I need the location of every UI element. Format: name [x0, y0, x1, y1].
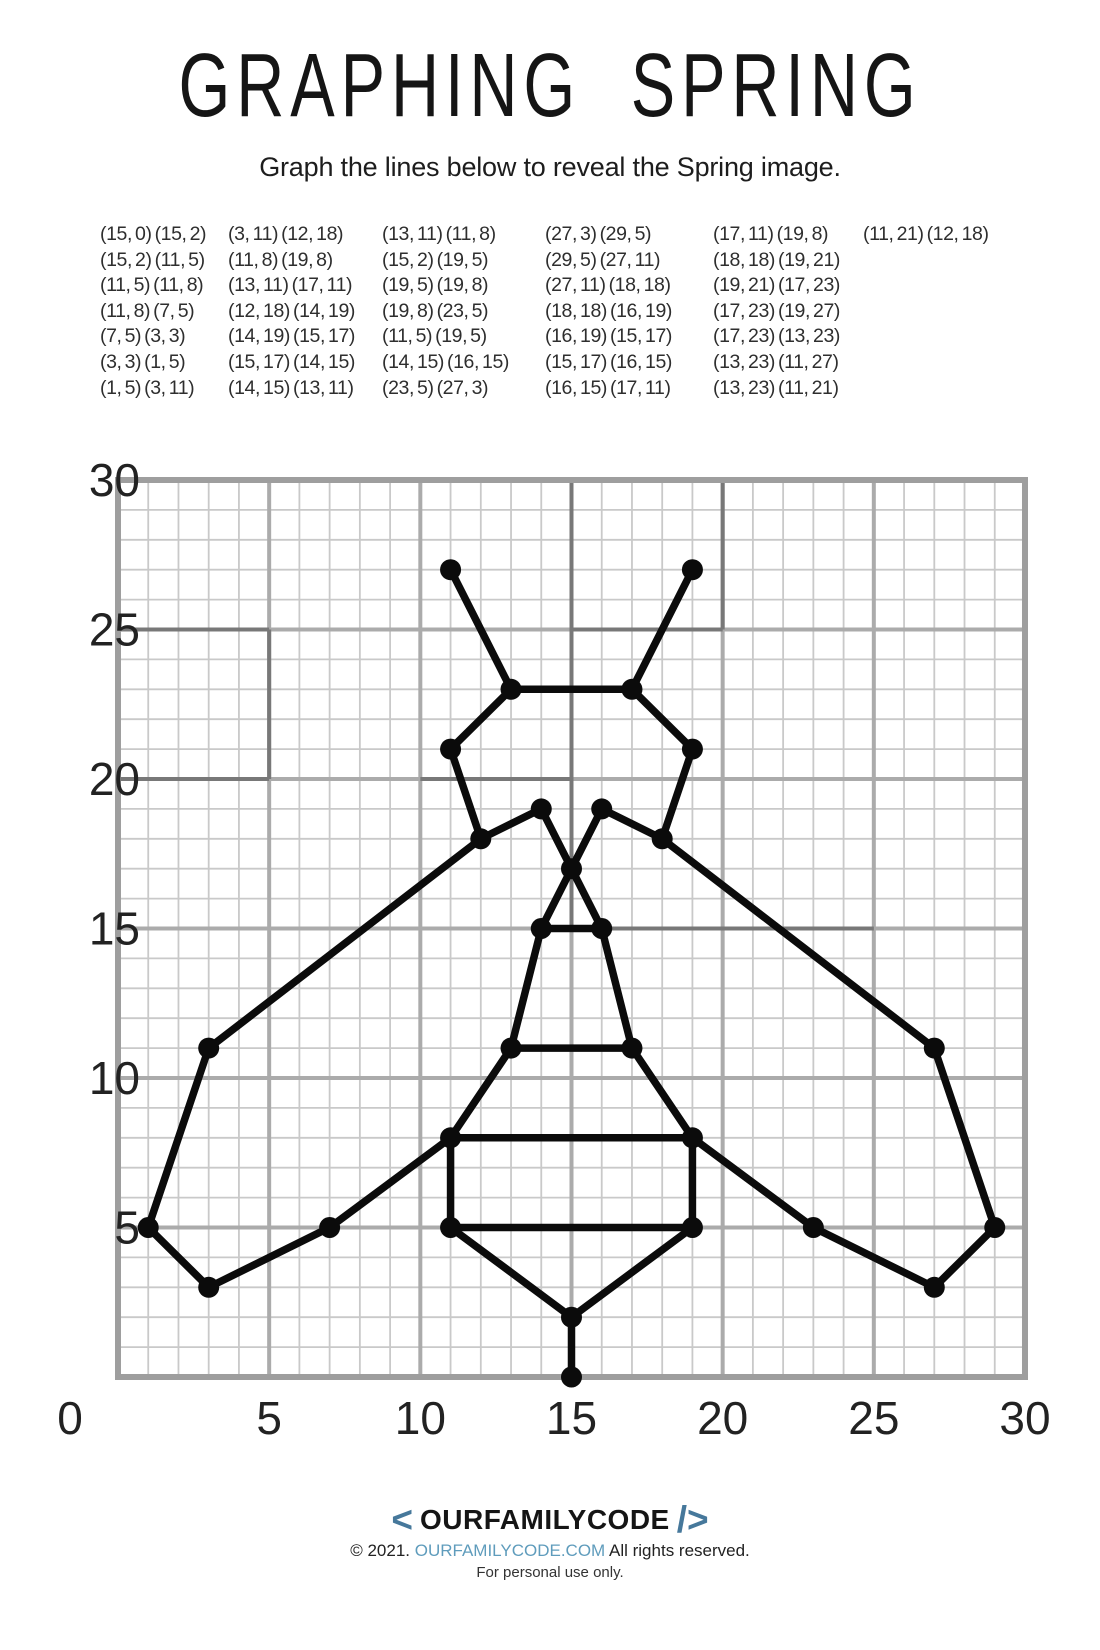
- figure-dot: [561, 1367, 582, 1388]
- logo-wordmark: OURFAMILYCODE: [420, 1504, 670, 1535]
- figure-dot: [319, 1217, 340, 1238]
- personal-use-note: For personal use only.: [476, 1564, 624, 1581]
- coordinate-pair: (15, 17) (16, 15): [545, 350, 673, 373]
- coordinate-pair: (15, 2) (11, 5): [100, 248, 205, 271]
- figure-dot: [682, 1127, 703, 1148]
- coordinate-pair: (14, 15) (16, 15): [382, 350, 510, 373]
- coordinate-pair: (29, 5) (27, 11): [545, 248, 661, 271]
- coordinate-pair: (17, 23) (13, 23): [713, 325, 841, 348]
- coordinates-list: [0, 222, 1100, 412]
- figure-dot: [682, 1217, 703, 1238]
- coordinate-pair: (15, 17) (14, 15): [228, 350, 356, 373]
- website-link[interactable]: OURFAMILYCODE.COM: [414, 1541, 606, 1560]
- figure-segment: [451, 749, 481, 839]
- axis-tick-label: 5: [114, 1201, 140, 1254]
- page-title: GRAPHING SPRING: [178, 36, 922, 136]
- coordinate-pair: (17, 23) (19, 27): [713, 299, 841, 322]
- figure-dot: [440, 1127, 461, 1148]
- page-header: [0, 38, 1100, 134]
- figure-dot: [682, 739, 703, 760]
- coordinate-pair: (18, 18) (16, 19): [545, 299, 673, 322]
- coordinate-column: [545, 222, 672, 401]
- coordinate-pair: (1, 5) (3, 11): [100, 376, 195, 399]
- coordinate-column: [713, 222, 840, 401]
- axis-tick-label: 20: [697, 1392, 749, 1444]
- coordinate-pair: (16, 19) (15, 17): [545, 325, 673, 348]
- coordinate-pair: (13, 11) (17, 11): [228, 274, 353, 297]
- coordinate-pair: (14, 15) (13, 11): [228, 376, 354, 399]
- ourfamilycode-logo: [391, 1500, 708, 1540]
- figure-dot: [138, 1217, 159, 1238]
- figure-dot: [591, 918, 612, 939]
- figure-dot: [440, 739, 461, 760]
- axis-tick-label: 30: [88, 454, 140, 506]
- graph-svg: [40, 430, 1060, 1450]
- coordinate-pair: (7, 5) (3, 3): [100, 325, 186, 348]
- figure-dot: [561, 1307, 582, 1328]
- copyright-suffix: All rights reserved.: [605, 1541, 750, 1560]
- figure-dot: [682, 559, 703, 580]
- coordinate-pair: (11, 5) (11, 8): [100, 274, 204, 297]
- footer: [0, 1500, 1100, 1581]
- coordinate-column: [863, 222, 989, 248]
- coordinate-pair: (11, 21) (12, 18): [863, 223, 989, 245]
- figure-dot: [621, 1038, 642, 1059]
- coordinate-pair: (17, 11) (19, 8): [713, 223, 829, 245]
- coordinate-pair: (19, 8) (23, 5): [382, 299, 489, 322]
- axis-tick-label: 15: [545, 1392, 598, 1444]
- axis-tick-label: 0: [57, 1392, 83, 1444]
- coordinate-pair: (18, 18) (19, 21): [713, 248, 841, 271]
- axis-tick-label: 25: [848, 1392, 900, 1444]
- coordinate-column: [100, 222, 206, 401]
- figure-dot: [621, 679, 642, 700]
- coordinate-pair: (15, 2) (19, 5): [382, 248, 489, 271]
- coordinate-pair: (11, 5) (19, 5): [382, 325, 487, 348]
- figure-dot: [470, 828, 491, 849]
- coordinate-pair: (15, 0) (15, 2): [100, 223, 207, 245]
- coordinate-column: [228, 222, 355, 401]
- coordinate-pair: (13, 23) (11, 27): [713, 350, 839, 373]
- figure-dot: [561, 858, 582, 879]
- coordinate-pair: (27, 11) (18, 18): [545, 274, 671, 297]
- copyright-prefix: © 2021.: [350, 1541, 415, 1560]
- coordinate-pair: (3, 3) (1, 5): [100, 350, 186, 373]
- figure-dot: [440, 1217, 461, 1238]
- figure-dot: [198, 1277, 219, 1298]
- figure-segment: [662, 749, 692, 839]
- logo-close-bracket-icon: />: [676, 1499, 709, 1540]
- figure-dot: [440, 559, 461, 580]
- coordinate-pair: (14, 19) (15, 17): [228, 325, 356, 348]
- instructions-text: Graph the lines below to reveal the Spring image.: [259, 152, 841, 182]
- coordinate-column: [382, 222, 509, 401]
- axis-tick-label: 25: [88, 603, 140, 656]
- axis-tick-label: 30: [999, 1392, 1051, 1444]
- coordinate-pair: (16, 15) (17, 11): [545, 376, 671, 399]
- figure-dot: [531, 918, 552, 939]
- coordinate-pair: (11, 8) (7, 5): [100, 299, 195, 322]
- figure-dot: [652, 828, 673, 849]
- figure-dot: [531, 798, 552, 819]
- axis-tick-label: 15: [88, 902, 140, 955]
- figure-dot: [501, 679, 522, 700]
- axis-tick-label: 10: [394, 1392, 446, 1444]
- logo-open-bracket-icon: <: [391, 1499, 413, 1540]
- coordinate-pair: (12, 18) (14, 19): [228, 299, 356, 322]
- coordinate-pair: (13, 11) (11, 8): [382, 223, 496, 245]
- figure-dot: [924, 1277, 945, 1298]
- figure-segment: [209, 839, 481, 1048]
- figure-segment: [662, 839, 934, 1048]
- coordinate-pair: (19, 21) (17, 23): [713, 274, 841, 297]
- coordinate-pair: (3, 11) (12, 18): [228, 223, 344, 245]
- figure-dot: [984, 1217, 1005, 1238]
- coordinate-pair: (23, 5) (27, 3): [382, 376, 489, 399]
- figure-dot: [924, 1038, 945, 1059]
- figure-dot: [198, 1038, 219, 1059]
- figure-dot: [591, 798, 612, 819]
- axis-tick-label: 10: [88, 1052, 140, 1104]
- coordinate-pair: (13, 23) (11, 21): [713, 376, 839, 399]
- coordinate-pair: (27, 3) (29, 5): [545, 223, 652, 245]
- copyright-line: [350, 1541, 750, 1561]
- coordinate-pair: (11, 8) (19, 8): [228, 248, 333, 271]
- coordinate-pair: (19, 5) (19, 8): [382, 274, 489, 297]
- figure-dot: [501, 1038, 522, 1059]
- figure-dot: [803, 1217, 824, 1238]
- axis-tick-label: 20: [88, 753, 140, 805]
- axis-tick-label: 5: [256, 1392, 282, 1444]
